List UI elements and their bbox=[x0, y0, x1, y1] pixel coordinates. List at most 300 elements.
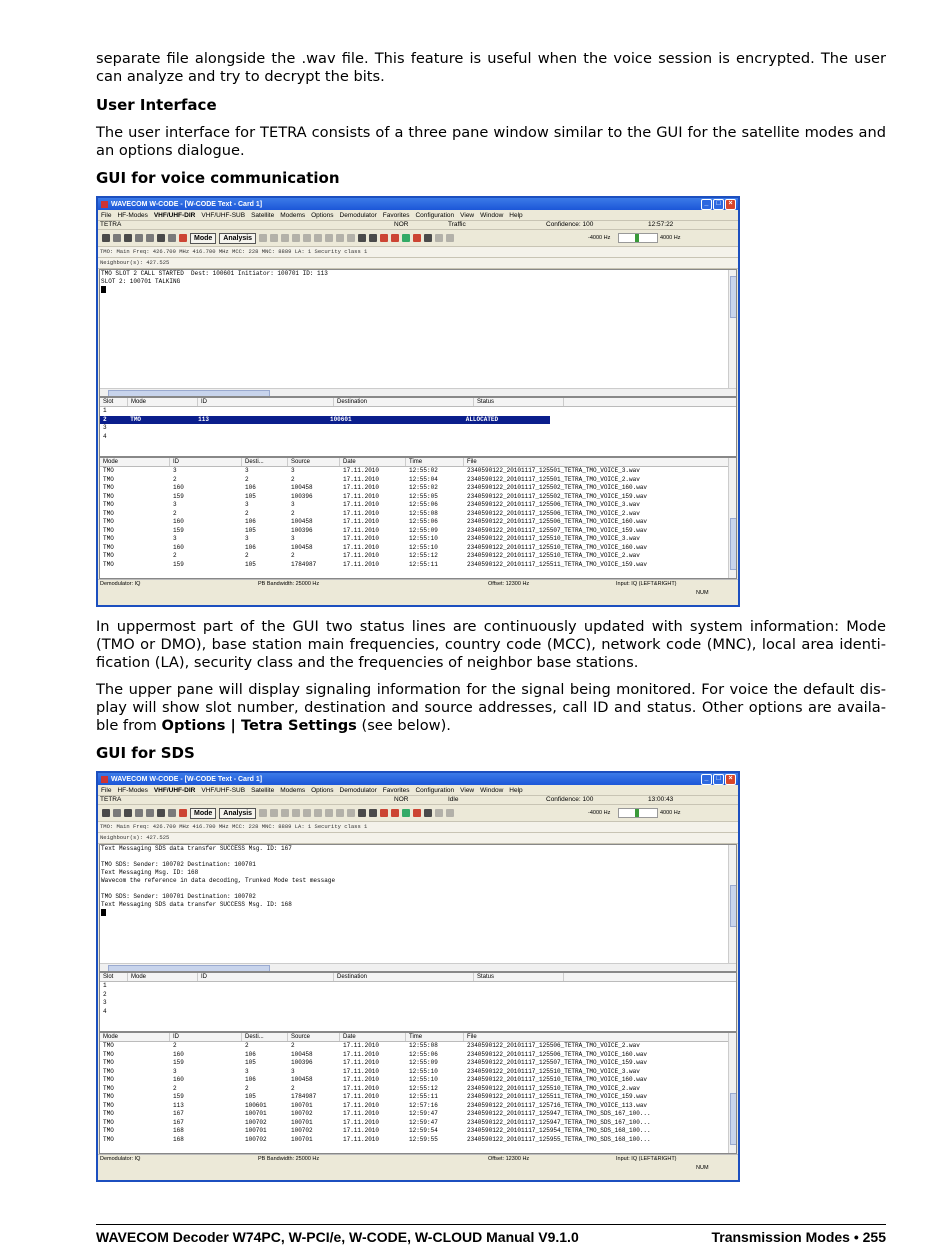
log-row[interactable] bbox=[100, 493, 736, 502]
freq-right-label: 4000 Hz bbox=[660, 235, 681, 241]
log-cell: 2340590122_20101117_125955_TETRA_TMO_SDS_168_100... bbox=[467, 1135, 651, 1143]
scroll-thumb[interactable] bbox=[108, 390, 270, 397]
scroll-thumb[interactable] bbox=[730, 518, 737, 570]
column-header[interactable]: Date bbox=[340, 1033, 406, 1041]
log-cell: 100458 bbox=[291, 543, 313, 551]
toolbar-icon[interactable] bbox=[446, 234, 454, 242]
log-cell: 12:55:10 bbox=[409, 535, 438, 542]
log-cell: 2 bbox=[291, 1042, 295, 1049]
log-cell: 17.11.2010 bbox=[343, 535, 380, 542]
toolbar-icon[interactable] bbox=[102, 809, 110, 817]
footer-section-page: Transmission Modes • 255 bbox=[711, 1229, 886, 1245]
vertical-scrollbar[interactable] bbox=[728, 458, 736, 578]
toolbar-icon[interactable] bbox=[391, 234, 399, 242]
toolbar-icon[interactable] bbox=[314, 809, 322, 817]
slot-cell bbox=[128, 991, 198, 1000]
toolbar-icon[interactable] bbox=[113, 234, 121, 242]
log-table-header bbox=[100, 1033, 736, 1042]
mode-button[interactable]: Mode bbox=[190, 233, 216, 244]
menu-item[interactable]: Satellite bbox=[251, 211, 275, 219]
log-cell: 2340590122_20101117_125510_TETRA_TMO_VOICE_160.wav bbox=[467, 1076, 648, 1083]
title-bar[interactable] bbox=[98, 773, 738, 785]
slot-row[interactable] bbox=[100, 1008, 736, 1017]
log-cell: 100458 bbox=[291, 484, 313, 491]
log-cell: 12:59:47 bbox=[409, 1110, 438, 1117]
column-header[interactable]: Source bbox=[288, 1033, 340, 1041]
freq-left-label: -4000 Hz bbox=[588, 810, 611, 816]
log-cell: 100701 bbox=[291, 1101, 313, 1109]
slot-table-header bbox=[100, 973, 736, 982]
vertical-scrollbar[interactable] bbox=[728, 270, 736, 396]
column-header[interactable]: ID bbox=[198, 398, 334, 406]
minimize-button[interactable]: _ bbox=[701, 774, 712, 785]
toolbar-icon[interactable] bbox=[146, 809, 154, 817]
toolbar-icon[interactable] bbox=[446, 809, 454, 817]
log-cell: 2 bbox=[173, 552, 177, 559]
menu-item[interactable]: VHF/UHF-SUB bbox=[201, 786, 246, 794]
horizontal-scrollbar[interactable] bbox=[100, 963, 736, 971]
column-header[interactable]: Slot bbox=[100, 973, 128, 981]
log-cell: 12:55:11 bbox=[409, 1093, 438, 1100]
toolbar-icon[interactable] bbox=[413, 234, 421, 242]
toolbar-icon[interactable] bbox=[113, 809, 121, 817]
slot-cell bbox=[334, 991, 474, 1000]
slot-row[interactable] bbox=[100, 991, 736, 1000]
log-cell: 17.11.2010 bbox=[343, 1110, 380, 1117]
log-cell: 2340590122_20101117_125502_TETRA_TMO_VOICE_159.wav bbox=[467, 492, 648, 500]
log-cell: 12:55:09 bbox=[409, 1059, 438, 1066]
footer-manual-title: WAVECOM Decoder W74PC, W-PCI/e, W-CODE, W-CLOUD Manual V9.1.0 bbox=[96, 1229, 579, 1245]
log-cell: 2340590122_20101117_125947_TETRA_TMO_SDS_167_100... bbox=[467, 1118, 651, 1126]
upper-text-pane[interactable] bbox=[99, 269, 737, 397]
menu-item[interactable]: Options bbox=[311, 786, 334, 794]
slot-cell bbox=[474, 433, 564, 442]
log-cell: 17.11.2010 bbox=[343, 501, 380, 508]
toolbar-icon[interactable] bbox=[325, 809, 333, 817]
toolbar-icon[interactable] bbox=[270, 809, 278, 817]
slot-row[interactable] bbox=[100, 407, 736, 416]
log-cell: 12:55:11 bbox=[409, 560, 438, 568]
keyboard-status-bar bbox=[98, 589, 738, 598]
column-header[interactable]: Slot bbox=[100, 398, 128, 406]
log-cell: 2340590122_20101117_125506_TETRA_TMO_VOICE_2.wav bbox=[467, 1042, 640, 1049]
log-row[interactable] bbox=[100, 1042, 736, 1051]
slot-cell: TMO bbox=[130, 415, 142, 423]
log-cell: 17.11.2010 bbox=[343, 526, 380, 534]
toolbar-icon[interactable] bbox=[303, 234, 311, 242]
horizontal-scrollbar[interactable] bbox=[100, 388, 736, 396]
log-row[interactable] bbox=[100, 561, 736, 570]
menu-item[interactable]: File bbox=[101, 211, 112, 219]
log-cell: TMO bbox=[103, 1050, 114, 1058]
confidence-label: Confidence: 100 bbox=[546, 221, 594, 228]
frequency-slider[interactable] bbox=[618, 233, 658, 243]
log-row[interactable] bbox=[100, 467, 736, 476]
toolbar-icon[interactable] bbox=[281, 234, 289, 242]
menu-item[interactable]: HF-Modes bbox=[117, 786, 148, 794]
message-line: TMO SLOT 2 CALL STARTED Dest: 100601 Initiator: 100701 ID: 113 bbox=[101, 270, 328, 277]
log-row[interactable] bbox=[100, 1051, 736, 1060]
toolbar-icon[interactable] bbox=[369, 809, 377, 817]
toolbar-icon[interactable] bbox=[435, 809, 443, 817]
log-cell: 106 bbox=[245, 543, 256, 551]
log-cell: 2340590122_20101117_125507_TETRA_TMO_VOICE_159.wav bbox=[467, 526, 648, 534]
log-cell: 3 bbox=[245, 535, 249, 542]
log-cell: 17.11.2010 bbox=[343, 552, 380, 559]
toolbar-icon[interactable] bbox=[325, 234, 333, 242]
upper-text-pane[interactable] bbox=[99, 844, 737, 972]
toolbar-icon[interactable] bbox=[102, 234, 110, 242]
log-cell: 100702 bbox=[245, 1135, 267, 1143]
toolbar-icon[interactable] bbox=[135, 234, 143, 242]
column-header[interactable]: File bbox=[464, 458, 732, 466]
toolbar-icon[interactable] bbox=[402, 234, 410, 242]
log-cell: 2 bbox=[291, 475, 295, 483]
message-line: TMO SDS: Sender: 100701 Destination: 100702 bbox=[101, 893, 256, 900]
toolbar-icon[interactable] bbox=[424, 234, 432, 242]
analysis-button[interactable]: Analysis bbox=[219, 808, 256, 819]
log-cell: 167 bbox=[173, 1110, 184, 1117]
slot-cell bbox=[128, 424, 198, 433]
log-cell: 159 bbox=[173, 492, 184, 500]
column-header[interactable]: Destination bbox=[334, 398, 474, 406]
column-header[interactable]: File bbox=[464, 1033, 732, 1041]
log-cell: TMO bbox=[103, 1084, 114, 1092]
nor-label: NOR bbox=[394, 221, 409, 228]
toolbar-icon[interactable] bbox=[135, 809, 143, 817]
log-cell: 105 bbox=[245, 1093, 256, 1100]
log-row[interactable] bbox=[100, 544, 736, 553]
menu-item[interactable]: VHF/UHF-SUB bbox=[201, 211, 246, 219]
log-row[interactable] bbox=[100, 476, 736, 485]
log-cell: 12:59:55 bbox=[409, 1135, 438, 1143]
maximize-button[interactable]: □ bbox=[713, 199, 724, 210]
column-header[interactable]: Desti... bbox=[242, 458, 288, 466]
menu-item[interactable]: Favorites bbox=[382, 211, 410, 219]
column-header[interactable]: Status bbox=[474, 398, 564, 406]
log-cell: 100702 bbox=[245, 1118, 267, 1126]
close-button[interactable]: × bbox=[725, 774, 736, 785]
log-cell: TMO bbox=[103, 509, 114, 517]
log-cell: 12:55:12 bbox=[409, 552, 438, 559]
menu-item[interactable]: VHF/UHF-DIR bbox=[153, 786, 196, 794]
toolbar-icon[interactable] bbox=[179, 809, 187, 817]
column-header[interactable]: Time bbox=[406, 1033, 464, 1041]
log-row[interactable] bbox=[100, 1136, 736, 1145]
log-cell: 2 bbox=[245, 509, 249, 517]
slot-row[interactable] bbox=[100, 982, 736, 991]
slot-cell bbox=[474, 1008, 564, 1017]
log-row[interactable] bbox=[100, 1076, 736, 1085]
maximize-button[interactable]: □ bbox=[713, 774, 724, 785]
menu-item[interactable]: Window bbox=[480, 211, 504, 219]
log-cell: 2340590122_20101117_125510_TETRA_TMO_VOICE_2.wav bbox=[467, 552, 640, 559]
slot-cell bbox=[128, 407, 198, 416]
toolbar-icon[interactable] bbox=[292, 809, 300, 817]
scroll-thumb[interactable] bbox=[108, 965, 270, 972]
log-row[interactable] bbox=[100, 1085, 736, 1094]
slot-row[interactable] bbox=[100, 416, 550, 425]
input-status: Input: IQ (LEFT&RIGHT) bbox=[616, 581, 677, 587]
slot-cell bbox=[128, 433, 198, 442]
neighbour-info-line: Neighbour(s): 427.525 bbox=[98, 258, 738, 269]
column-header[interactable]: Mode bbox=[100, 1033, 170, 1041]
minimize-button[interactable]: _ bbox=[701, 199, 712, 210]
menu-item[interactable]: Modems bbox=[280, 786, 306, 794]
column-header[interactable]: Mode bbox=[100, 458, 170, 466]
slot-row[interactable] bbox=[100, 424, 736, 433]
menu-item[interactable]: View bbox=[460, 786, 475, 794]
message-line bbox=[100, 853, 736, 861]
message-line: Text Messaging SDS data transfer SUCCESS Msg. ID: 167 bbox=[101, 845, 292, 852]
app-icon bbox=[101, 201, 108, 208]
menu-item[interactable]: Help bbox=[509, 211, 523, 219]
toolbar-icon[interactable] bbox=[402, 809, 410, 817]
toolbar-icon[interactable] bbox=[314, 234, 322, 242]
toolbar-icon[interactable] bbox=[168, 234, 176, 242]
message-line: Text Messaging SDS data transfer SUCCESS Msg. ID: 168 bbox=[101, 901, 292, 908]
message-line: SLOT 2: 100701 TALKING bbox=[101, 278, 181, 285]
log-cell: 2340590122_20101117_125501_TETRA_TMO_VOICE_3.wav bbox=[467, 467, 640, 474]
log-cell: 1784987 bbox=[291, 560, 317, 568]
menu-item[interactable]: Satellite bbox=[251, 786, 275, 794]
toolbar-icon[interactable] bbox=[336, 234, 344, 242]
log-cell: 12:55:02 bbox=[409, 484, 438, 491]
toolbar-icon[interactable] bbox=[179, 234, 187, 242]
log-cell: TMO bbox=[103, 552, 114, 559]
toolbar-icon[interactable] bbox=[168, 809, 176, 817]
slot-cell bbox=[198, 1008, 334, 1017]
log-row[interactable] bbox=[100, 1102, 736, 1111]
column-header[interactable]: ID bbox=[170, 458, 242, 466]
column-header[interactable]: Destination bbox=[334, 973, 474, 981]
log-cell: 2 bbox=[245, 552, 249, 559]
log-cell: 2 bbox=[173, 1084, 177, 1092]
log-cell: 12:55:06 bbox=[409, 1050, 438, 1058]
log-row[interactable] bbox=[100, 1059, 736, 1068]
log-cell: 100458 bbox=[291, 1050, 313, 1058]
column-header[interactable]: Source bbox=[288, 458, 340, 466]
column-header[interactable]: Mode bbox=[128, 398, 198, 406]
toolbar-icon[interactable] bbox=[259, 234, 267, 242]
log-cell: 3 bbox=[245, 1067, 249, 1075]
column-header[interactable]: ID bbox=[170, 1033, 242, 1041]
column-header[interactable]: Status bbox=[474, 973, 564, 981]
slot-cell bbox=[128, 982, 198, 991]
toolbar-icon[interactable] bbox=[292, 234, 300, 242]
menu-item[interactable]: Modems bbox=[280, 211, 306, 219]
toolbar-icon[interactable] bbox=[413, 809, 421, 817]
text-cursor bbox=[100, 909, 736, 917]
log-row[interactable] bbox=[100, 518, 736, 527]
log-cell: 100701 bbox=[291, 1118, 313, 1126]
log-cell: 100601 bbox=[245, 1101, 267, 1109]
paragraph-intro: separate file alongside the .wav file. This feature is useful when the voice session is encrypted. The user can analyze and try to decrypt the bits. bbox=[96, 50, 886, 85]
close-button[interactable]: × bbox=[725, 199, 736, 210]
vertical-scrollbar[interactable] bbox=[728, 845, 736, 971]
toolbar-icon[interactable] bbox=[380, 234, 388, 242]
toolbar-icon[interactable] bbox=[157, 234, 165, 242]
scroll-thumb[interactable] bbox=[730, 276, 737, 318]
column-header[interactable]: Desti... bbox=[242, 1033, 288, 1041]
log-cell: 100702 bbox=[291, 1127, 313, 1134]
app-icon bbox=[101, 776, 108, 783]
scroll-thumb[interactable] bbox=[730, 1093, 737, 1145]
title-bar[interactable] bbox=[98, 198, 738, 210]
log-row[interactable] bbox=[100, 1127, 736, 1136]
toolbar-icon[interactable] bbox=[124, 234, 132, 242]
vertical-scrollbar[interactable] bbox=[728, 1033, 736, 1153]
log-cell: 2340590122_20101117_125511_TETRA_TMO_VOICE_159.wav bbox=[467, 1093, 648, 1100]
toolbar-icon[interactable] bbox=[303, 809, 311, 817]
log-cell: TMO bbox=[103, 501, 114, 508]
menu-item[interactable]: Help bbox=[509, 786, 523, 794]
log-cell: 17.11.2010 bbox=[343, 475, 380, 483]
toolbar-icon[interactable] bbox=[347, 234, 355, 242]
slider-knob[interactable] bbox=[635, 809, 639, 817]
menu-item[interactable]: Window bbox=[480, 786, 504, 794]
mode-button[interactable]: Mode bbox=[190, 808, 216, 819]
toolbar-icon[interactable] bbox=[281, 809, 289, 817]
log-cell: 2 bbox=[291, 1084, 295, 1092]
log-cell: 160 bbox=[173, 1050, 184, 1058]
log-row[interactable] bbox=[100, 1119, 736, 1128]
slider-knob[interactable] bbox=[635, 234, 639, 242]
log-cell: 17.11.2010 bbox=[343, 484, 380, 491]
frequency-slider[interactable] bbox=[618, 808, 658, 818]
bandwidth-status: PB Bandwidth: 25000 Hz bbox=[258, 1156, 320, 1162]
log-cell: 2 bbox=[173, 475, 177, 483]
log-row[interactable] bbox=[100, 1093, 736, 1102]
slot-cell: 113 bbox=[198, 415, 209, 423]
column-header[interactable]: Time bbox=[406, 458, 464, 466]
toolbar-icon[interactable] bbox=[347, 809, 355, 817]
toolbar-icon[interactable] bbox=[124, 809, 132, 817]
time-label: 12:57:22 bbox=[648, 221, 674, 228]
menu-item[interactable]: File bbox=[101, 786, 112, 794]
analysis-button[interactable]: Analysis bbox=[219, 233, 256, 244]
log-cell: 2340590122_20101117_125716_TETRA_TMO_VOICE_113.wav bbox=[467, 1101, 648, 1109]
log-row[interactable] bbox=[100, 484, 736, 493]
message-line bbox=[100, 885, 736, 893]
slot-row[interactable] bbox=[100, 433, 736, 442]
log-cell: 2340590122_20101117_125510_TETRA_TMO_VOICE_3.wav bbox=[467, 1067, 640, 1075]
toolbar-icon[interactable] bbox=[358, 234, 366, 242]
toolbar-icon[interactable] bbox=[259, 809, 267, 817]
log-cell: 12:55:02 bbox=[409, 467, 438, 474]
mode-label: TETRA bbox=[100, 221, 122, 228]
menu-bar bbox=[98, 210, 738, 221]
recording-log-pane bbox=[99, 457, 737, 579]
slot-cell bbox=[198, 433, 334, 442]
log-cell: TMO bbox=[103, 1093, 114, 1100]
slot-cell bbox=[474, 407, 564, 416]
window-title: WAVECOM W-CODE - [W-CODE Text - Card 1] bbox=[111, 775, 263, 783]
log-row[interactable] bbox=[100, 535, 736, 544]
menu-item[interactable]: HF-Modes bbox=[117, 211, 148, 219]
paragraph-upper-pane-text: The upper pane will display signaling information for the signal being monitored. For voice the default dis-play will show slot number, destination and source addresses, call ID and status. Other options are availa-ble from bbox=[96, 681, 886, 734]
log-cell: 17.11.2010 bbox=[343, 492, 380, 500]
message-line: Wavecom the reference in data decoding, Trunked Mode test message bbox=[101, 877, 336, 884]
slot-cell bbox=[128, 1008, 198, 1017]
heading-user-interface: User Interface bbox=[96, 96, 217, 114]
column-header[interactable]: ID bbox=[198, 973, 334, 981]
toolbar-icon[interactable] bbox=[391, 809, 399, 817]
log-cell: TMO bbox=[103, 560, 114, 568]
message-line: Text Messaging Msg. ID: 168 bbox=[101, 869, 199, 876]
toolbar-icon[interactable] bbox=[369, 234, 377, 242]
log-cell: TMO bbox=[103, 1067, 114, 1075]
toolbar-icon[interactable] bbox=[270, 234, 278, 242]
toolbar-icon[interactable] bbox=[380, 809, 388, 817]
toolbar-icon[interactable] bbox=[435, 234, 443, 242]
system-info-line: TMO: Main Freq: 426.700 MHz 416.700 MHz MCC: 228 MNC: 8889 LA: 1 Security class 1 bbox=[98, 822, 738, 833]
freq-right-label: 4000 Hz bbox=[660, 810, 681, 816]
menu-item[interactable]: Configuration bbox=[415, 786, 455, 794]
system-info-line: TMO: Main Freq: 426.700 MHz 416.700 MHz MCC: 228 MNC: 8889 LA: 1 Security class 1 bbox=[98, 247, 738, 258]
slot-cell bbox=[198, 982, 334, 991]
toolbar-icon[interactable] bbox=[146, 234, 154, 242]
menu-item[interactable]: Options bbox=[311, 211, 334, 219]
log-row[interactable] bbox=[100, 552, 736, 561]
log-row[interactable] bbox=[100, 527, 736, 536]
log-cell: TMO bbox=[103, 526, 114, 534]
toolbar-icon[interactable] bbox=[336, 809, 344, 817]
toolbar-icon[interactable] bbox=[358, 809, 366, 817]
column-header[interactable]: Date bbox=[340, 458, 406, 466]
log-cell: 17.11.2010 bbox=[343, 1076, 380, 1083]
log-cell: 3 bbox=[245, 467, 249, 474]
menu-item[interactable]: View bbox=[460, 211, 475, 219]
log-cell: 3 bbox=[173, 1067, 177, 1075]
log-cell: 105 bbox=[245, 1059, 256, 1066]
menu-item[interactable]: Configuration bbox=[415, 211, 455, 219]
menu-item[interactable]: Demodulator bbox=[339, 211, 377, 219]
keyboard-status-bar bbox=[98, 1164, 738, 1173]
log-row[interactable] bbox=[100, 510, 736, 519]
input-status: Input: IQ (LEFT&RIGHT) bbox=[616, 1156, 677, 1162]
slot-cell bbox=[334, 999, 474, 1008]
log-row[interactable] bbox=[100, 1068, 736, 1077]
toolbar-icon[interactable] bbox=[157, 809, 165, 817]
slot-cell bbox=[474, 999, 564, 1008]
slot-row[interactable] bbox=[100, 999, 736, 1008]
menu-item[interactable]: Demodulator bbox=[339, 786, 377, 794]
menu-item[interactable]: VHF/UHF-DIR bbox=[153, 211, 196, 219]
heading-gui-sds: GUI for SDS bbox=[96, 744, 195, 762]
log-cell: 3 bbox=[173, 535, 177, 542]
slot-cell bbox=[334, 407, 474, 416]
state-label: Traffic bbox=[448, 221, 466, 228]
toolbar-icon[interactable] bbox=[424, 809, 432, 817]
slot-table-pane bbox=[99, 972, 737, 1032]
log-cell: 168 bbox=[173, 1135, 184, 1143]
log-cell: 12:55:06 bbox=[409, 518, 438, 525]
column-header[interactable]: Mode bbox=[128, 973, 198, 981]
log-cell: TMO bbox=[103, 543, 114, 551]
log-cell: 100458 bbox=[291, 518, 313, 525]
log-cell: TMO bbox=[103, 467, 114, 474]
log-row[interactable] bbox=[100, 501, 736, 510]
log-cell: TMO bbox=[103, 1135, 114, 1143]
menu-item[interactable]: Favorites bbox=[382, 786, 410, 794]
log-cell: 159 bbox=[173, 1093, 184, 1100]
slot-cell bbox=[198, 999, 334, 1008]
paragraph-upper-pane bbox=[96, 681, 886, 735]
log-row[interactable] bbox=[100, 1110, 736, 1119]
log-cell: 12:55:08 bbox=[409, 509, 438, 517]
scroll-thumb[interactable] bbox=[730, 885, 737, 927]
